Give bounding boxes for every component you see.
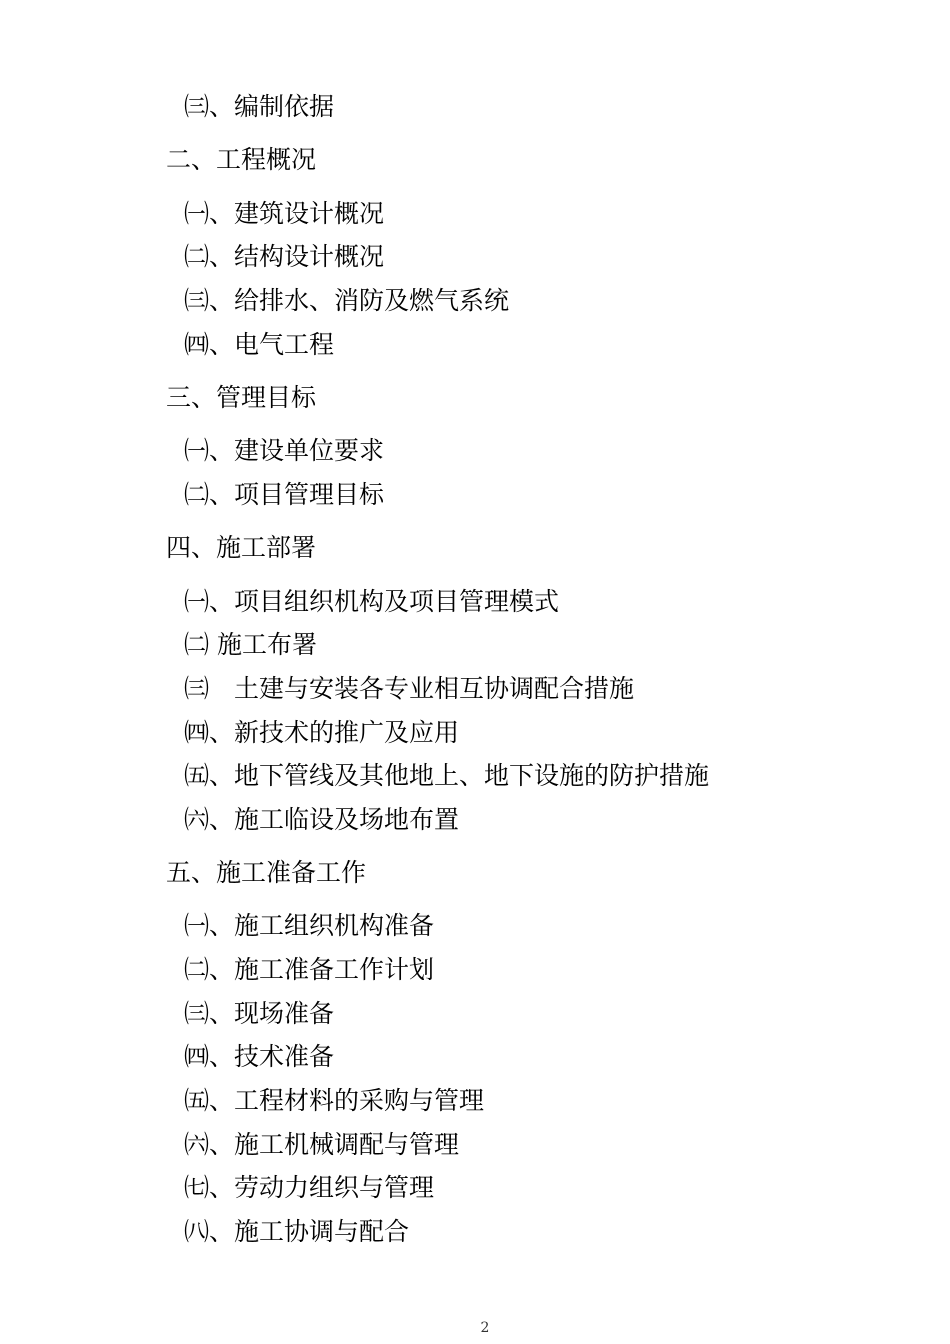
toc-entry: ㈦、劳动力组织与管理 (184, 1173, 435, 1202)
toc-entry: ㈤、工程材料的采购与管理 (184, 1086, 485, 1115)
page-number: 2 (480, 1320, 490, 1336)
toc-entry: ㈢、编制依据 (184, 92, 335, 121)
toc-entry: ㈧、施工协调与配合 (184, 1217, 410, 1246)
toc-entry: ㈣、新技术的推广及应用 (184, 718, 460, 747)
toc-entry: ㈠、建筑设计概况 (184, 199, 385, 228)
toc-entry: ㈠、项目组织机构及项目管理模式 (184, 587, 560, 616)
toc-section-heading: 二、工程概况 (166, 145, 317, 174)
toc-entry: ㈣、技术准备 (184, 1042, 335, 1071)
toc-entry: ㈠、建设单位要求 (184, 436, 385, 465)
toc-entry: ㈤、地下管线及其他地上、地下设施的防护措施 (184, 761, 710, 790)
toc-entry: ㈥、施工临设及场地布置 (184, 805, 460, 834)
toc-entry: ㈢、给排水、消防及燃气系统 (184, 286, 510, 315)
toc-entry: ㈡、施工准备工作计划 (184, 955, 435, 984)
toc-entry: ㈢、现场准备 (184, 999, 335, 1028)
toc-entry: ㈠、施工组织机构准备 (184, 911, 435, 940)
toc-entry: ㈢ 土建与安装各专业相互协调配合措施 (184, 674, 635, 703)
toc-section-heading: 五、施工准备工作 (166, 858, 367, 887)
toc-entry: ㈡、结构设计概况 (184, 242, 385, 271)
toc-entry: ㈡、项目管理目标 (184, 480, 385, 509)
toc-section-heading: 三、管理目标 (166, 383, 317, 412)
toc-section-heading: 四、施工部署 (166, 533, 317, 562)
toc-entry: ㈣、电气工程 (184, 330, 335, 359)
toc-entry: ㈥、施工机械调配与管理 (184, 1130, 460, 1159)
toc-entry: ㈡ 施工布署 (184, 630, 317, 659)
